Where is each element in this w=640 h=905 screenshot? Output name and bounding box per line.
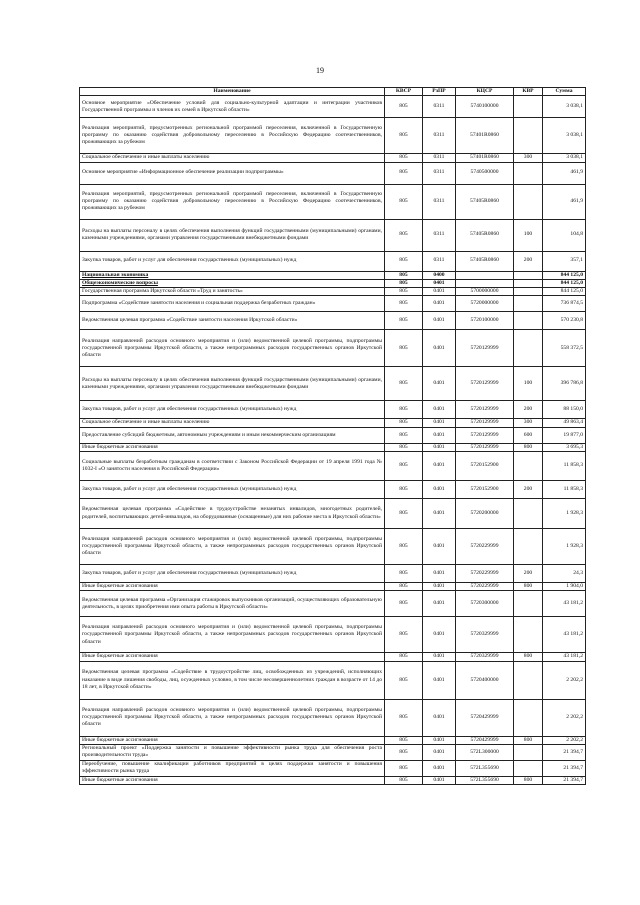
cell-kvr bbox=[514, 661, 543, 699]
cell-kvsr: 805 bbox=[385, 481, 423, 499]
cell-kcsr: 57405R0860 bbox=[456, 251, 514, 271]
cell-kcsr: 5720329999 bbox=[456, 653, 514, 661]
cell-kvsr: 805 bbox=[385, 330, 423, 367]
cell-name: Закупка товаров, работ и услуг для обеспечения государственных (муниципальных) нужд bbox=[80, 565, 385, 583]
cell-rzpr: 0311 bbox=[423, 219, 456, 251]
cell-sum: 3 038,1 bbox=[543, 96, 586, 118]
cell-kvr: 200 bbox=[514, 251, 543, 271]
page-number: 19 bbox=[316, 66, 324, 75]
table-row bbox=[80, 529, 586, 565]
cell-kcsr: 5720129999 bbox=[456, 443, 514, 451]
cell-kvsr: 805 bbox=[385, 499, 423, 529]
cell-name: Общеэкономические вопросы bbox=[80, 279, 385, 287]
header-row bbox=[80, 88, 586, 96]
cell-sum: 2 202,2 bbox=[543, 661, 586, 699]
cell-sum: 396 786,8 bbox=[543, 367, 586, 401]
cell-kvr bbox=[514, 744, 543, 760]
cell-kcsr: 5720129999 bbox=[456, 419, 514, 427]
cell-sum: 461,9 bbox=[543, 162, 586, 184]
cell-kvr: 200 bbox=[514, 565, 543, 583]
cell-rzpr: 0401 bbox=[423, 653, 456, 661]
cell-kvsr: 805 bbox=[385, 427, 423, 443]
cell-name: Реализация направлений расходов основного мероприятия и (или) ведомственной целевой программы, подпрограммы государственной программы Иркутской области, а также непрограммных расходов государственных органов Иркутской области bbox=[80, 529, 385, 565]
cell-kcsr: 5720229999 bbox=[456, 565, 514, 583]
cell-rzpr: 0311 bbox=[423, 162, 456, 184]
cell-name: Иные бюджетные ассигнования bbox=[80, 583, 385, 591]
cell-sum: 1 928,3 bbox=[543, 529, 586, 565]
table-body bbox=[80, 96, 586, 785]
table-header bbox=[80, 88, 586, 96]
cell-name: Ведомственная целевая программа «Содействие в трудоустройстве незанятых инвалидов, многодетных родителей, родителей, воспитывающих детей-инвалидов, на оборудованные (оснащенные) для них рабочие места в Иркутской области» bbox=[80, 499, 385, 529]
cell-rzpr: 0401 bbox=[423, 591, 456, 617]
cell-kvsr: 805 bbox=[385, 699, 423, 736]
cell-name: Социальное обеспечение и иные выплаты населению bbox=[80, 419, 385, 427]
cell-kcsr: 5720329999 bbox=[456, 617, 514, 653]
cell-sum: 21 394,7 bbox=[543, 776, 586, 784]
cell-kcsr: 572L300000 bbox=[456, 744, 514, 760]
cell-rzpr: 0401 bbox=[423, 452, 456, 481]
table-row bbox=[80, 330, 586, 367]
cell-kcsr: 5700000000 bbox=[456, 288, 514, 296]
cell-name: Иные бюджетные ассигнования bbox=[80, 443, 385, 451]
cell-kvr: 200 bbox=[514, 401, 543, 419]
cell-kcsr: 5720129999 bbox=[456, 401, 514, 419]
cell-kvr: 600 bbox=[514, 427, 543, 443]
cell-sum: 3 038,1 bbox=[543, 118, 586, 154]
cell-name: Иные бюджетные ассигнования bbox=[80, 736, 385, 744]
cell-kvsr: 805 bbox=[385, 162, 423, 184]
cell-kvsr: 805 bbox=[385, 760, 423, 776]
cell-rzpr: 0311 bbox=[423, 118, 456, 154]
table-row bbox=[80, 367, 586, 401]
cell-kvr bbox=[514, 312, 543, 330]
cell-kvsr: 805 bbox=[385, 184, 423, 219]
cell-kcsr: 5720429999 bbox=[456, 699, 514, 736]
table-row bbox=[80, 154, 586, 162]
table-row bbox=[80, 499, 586, 529]
cell-kvsr: 805 bbox=[385, 312, 423, 330]
table-row bbox=[80, 776, 586, 784]
cell-kvr bbox=[514, 699, 543, 736]
cell-rzpr: 0311 bbox=[423, 251, 456, 271]
cell-kcsr: 5740100000 bbox=[456, 96, 514, 118]
cell-rzpr: 0311 bbox=[423, 154, 456, 162]
budget-table bbox=[79, 87, 586, 785]
table-row bbox=[80, 251, 586, 271]
table-row bbox=[80, 653, 586, 661]
cell-sum: 461,9 bbox=[543, 184, 586, 219]
cell-kcsr: 5720229999 bbox=[456, 529, 514, 565]
cell-sum: 3 038,1 bbox=[543, 154, 586, 162]
cell-sum: 43 181,2 bbox=[543, 617, 586, 653]
cell-name: Иные бюджетные ассигнования bbox=[80, 653, 385, 661]
cell-rzpr: 0401 bbox=[423, 288, 456, 296]
cell-name: Расходы на выплаты персоналу в целях обеспечения выполнения функций государственными (муниципальными) органами, казенными учреждениями, органами управления государственными внебюджетными фондами bbox=[80, 367, 385, 401]
cell-kvsr: 805 bbox=[385, 296, 423, 312]
cell-name: Государственная программа Иркутской области «Труд и занятость» bbox=[80, 288, 385, 296]
cell-sum: 570 230,8 bbox=[543, 312, 586, 330]
cell-name: Основное мероприятие «Информационное обеспечение реализации подпрограммы» bbox=[80, 162, 385, 184]
cell-name: Национальная экономика bbox=[80, 271, 385, 279]
cell-kcsr: 5720129999 bbox=[456, 330, 514, 367]
cell-sum: 104,8 bbox=[543, 219, 586, 251]
table-row bbox=[80, 118, 586, 154]
table-row bbox=[80, 481, 586, 499]
cell-kcsr: 5720400000 bbox=[456, 661, 514, 699]
table-row bbox=[80, 419, 586, 427]
cell-kvr: 800 bbox=[514, 653, 543, 661]
table-row bbox=[80, 661, 586, 699]
cell-rzpr: 0401 bbox=[423, 419, 456, 427]
cell-rzpr: 0401 bbox=[423, 427, 456, 443]
cell-kvsr: 805 bbox=[385, 271, 423, 279]
cell-name: Реализация направлений расходов основного мероприятия и (или) ведомственной целевой программы, подпрограммы государственной программы Иркутской области, а также непрограммных расходов государственных органов Иркутской области bbox=[80, 699, 385, 736]
cell-sum: 11 858,3 bbox=[543, 452, 586, 481]
cell-kvr bbox=[514, 271, 543, 279]
table-row bbox=[80, 583, 586, 591]
cell-kcsr: 5720000000 bbox=[456, 296, 514, 312]
header-kvsr: КВСР bbox=[385, 88, 423, 96]
table-row bbox=[80, 162, 586, 184]
table-row bbox=[80, 736, 586, 744]
cell-sum: 11 858,3 bbox=[543, 481, 586, 499]
table-row bbox=[80, 744, 586, 760]
cell-rzpr: 0311 bbox=[423, 96, 456, 118]
cell-name: Иные бюджетные ассигнования bbox=[80, 776, 385, 784]
table-row bbox=[80, 617, 586, 653]
header-kvr: КВР bbox=[514, 88, 543, 96]
cell-name: Предоставление субсидий бюджетным, автономным учреждениям и иным некоммерческим организациям bbox=[80, 427, 385, 443]
cell-kvsr: 805 bbox=[385, 443, 423, 451]
cell-sum: 43 181,2 bbox=[543, 653, 586, 661]
cell-kvsr: 805 bbox=[385, 583, 423, 591]
cell-kvsr: 805 bbox=[385, 367, 423, 401]
table-row bbox=[80, 296, 586, 312]
header-kcsr: КЦСР bbox=[456, 88, 514, 96]
cell-kcsr: 57405R0860 bbox=[456, 184, 514, 219]
cell-kvr bbox=[514, 288, 543, 296]
cell-kvsr: 805 bbox=[385, 154, 423, 162]
cell-kvr: 100 bbox=[514, 219, 543, 251]
cell-sum: 1 928,3 bbox=[543, 499, 586, 529]
cell-sum: 3 695,3 bbox=[543, 443, 586, 451]
cell-name: Реализация направлений расходов основного мероприятия и (или) ведомственной целевой программы, подпрограммы государственной программы Иркутской области, а также непрограммных расходов государственных органов Иркутской области bbox=[80, 617, 385, 653]
cell-name: Реализация мероприятий, предусмотренных региональной программой переселения, включенной в Государственную программу по оказанию содействия добровольному переселению в Российскую Федерацию соотечественников, проживающих за рубежом bbox=[80, 118, 385, 154]
table-row bbox=[80, 312, 586, 330]
cell-kcsr: 57401R0860 bbox=[456, 118, 514, 154]
cell-rzpr: 0401 bbox=[423, 443, 456, 451]
cell-kvr: 800 bbox=[514, 443, 543, 451]
cell-kcsr: 5720229999 bbox=[456, 583, 514, 591]
table-row bbox=[80, 96, 586, 118]
cell-rzpr: 0401 bbox=[423, 499, 456, 529]
cell-rzpr: 0401 bbox=[423, 279, 456, 287]
cell-rzpr: 0401 bbox=[423, 296, 456, 312]
cell-sum: 43 181,2 bbox=[543, 591, 586, 617]
cell-sum: 844 125,0 bbox=[543, 288, 586, 296]
cell-kvsr: 805 bbox=[385, 219, 423, 251]
cell-kvsr: 805 bbox=[385, 118, 423, 154]
cell-kvsr: 805 bbox=[385, 617, 423, 653]
cell-sum: 1 904,0 bbox=[543, 583, 586, 591]
cell-name: Региональный проект «Поддержка занятости и повышение эффективности рынка труда для обеспечения роста производительности труда» bbox=[80, 744, 385, 760]
cell-kvr bbox=[514, 617, 543, 653]
cell-kvsr: 805 bbox=[385, 661, 423, 699]
cell-kvr bbox=[514, 760, 543, 776]
cell-name: Расходы на выплаты персоналу в целях обеспечения выполнения функций государственными (муниципальными) органами, казенными учреждениями, органами управления государственными внебюджетными фондами bbox=[80, 219, 385, 251]
cell-name: Ведомственная целевая программа «Содействие в трудоустройстве лиц, освобожденных из учреждений, исполняющих наказание в виде лишения свободы, лиц, осужденных условно, в том числе несовершеннолетних граждан в возрасте от 14 до 18 лет, в Иркутской области» bbox=[80, 661, 385, 699]
cell-sum: 357,1 bbox=[543, 251, 586, 271]
cell-name: Социальное обеспечение и иные выплаты населению bbox=[80, 154, 385, 162]
cell-rzpr: 0401 bbox=[423, 481, 456, 499]
cell-kcsr: 5720300000 bbox=[456, 591, 514, 617]
table-row bbox=[80, 760, 586, 776]
cell-kcsr: 5720152900 bbox=[456, 481, 514, 499]
cell-name: Закупка товаров, работ и услуг для обеспечения государственных (муниципальных) нужд bbox=[80, 401, 385, 419]
cell-rzpr: 0401 bbox=[423, 661, 456, 699]
header-sum: Сумма bbox=[543, 88, 586, 96]
cell-rzpr: 0401 bbox=[423, 401, 456, 419]
cell-kvsr: 805 bbox=[385, 401, 423, 419]
cell-sum: 844 125,0 bbox=[543, 279, 586, 287]
cell-rzpr: 0401 bbox=[423, 367, 456, 401]
cell-rzpr: 0401 bbox=[423, 736, 456, 744]
cell-sum: 24,3 bbox=[543, 565, 586, 583]
cell-name: Ведомственная целевая программа «Организация стажировок выпускников организаций, осуществляющих образовательную деятельность, в целях приобретения ими опыта работы в Иркутской области» bbox=[80, 591, 385, 617]
cell-kvsr: 805 bbox=[385, 591, 423, 617]
cell-rzpr: 0401 bbox=[423, 583, 456, 591]
cell-sum: 88 150,0 bbox=[543, 401, 586, 419]
cell-kvr: 100 bbox=[514, 367, 543, 401]
table-row bbox=[80, 699, 586, 736]
cell-rzpr: 0401 bbox=[423, 744, 456, 760]
table-row bbox=[80, 279, 586, 287]
cell-kvr bbox=[514, 591, 543, 617]
cell-sum: 736 874,5 bbox=[543, 296, 586, 312]
cell-kvsr: 805 bbox=[385, 565, 423, 583]
cell-kvr bbox=[514, 118, 543, 154]
table-row bbox=[80, 219, 586, 251]
cell-kcsr: 5720129999 bbox=[456, 427, 514, 443]
cell-sum: 844 125,0 bbox=[543, 271, 586, 279]
cell-kvr bbox=[514, 296, 543, 312]
table-row bbox=[80, 401, 586, 419]
table-row bbox=[80, 565, 586, 583]
cell-sum: 2 202,2 bbox=[543, 736, 586, 744]
table-row bbox=[80, 271, 586, 279]
cell-kvsr: 805 bbox=[385, 736, 423, 744]
cell-rzpr: 0401 bbox=[423, 760, 456, 776]
cell-name: Социальные выплаты безработным гражданам в соответствии с Законом Российской Федерации от 19 апреля 1991 года № 1032-I «О занятости населения в Российской Федерации» bbox=[80, 452, 385, 481]
cell-kvr: 800 bbox=[514, 583, 543, 591]
cell-rzpr: 0401 bbox=[423, 565, 456, 583]
cell-sum: 21 394,7 bbox=[543, 744, 586, 760]
cell-sum: 49 863,4 bbox=[543, 419, 586, 427]
cell-kcsr bbox=[456, 279, 514, 287]
cell-kvr: 200 bbox=[514, 481, 543, 499]
table-row bbox=[80, 443, 586, 451]
cell-name: Реализация мероприятий, предусмотренных региональной программой переселения, включенной в Государственную программу по оказанию содействия добровольному переселению в Российскую Федерацию соотечественников, проживающих за рубежом bbox=[80, 184, 385, 219]
cell-kvr bbox=[514, 529, 543, 565]
cell-kvsr: 805 bbox=[385, 452, 423, 481]
cell-name: Подпрограмма «Содействие занятости населения и социальная поддержка безработных граждан» bbox=[80, 296, 385, 312]
cell-kcsr: 5720100000 bbox=[456, 312, 514, 330]
cell-kvr bbox=[514, 184, 543, 219]
cell-sum: 19 877,0 bbox=[543, 427, 586, 443]
cell-kcsr: 5720429999 bbox=[456, 736, 514, 744]
cell-kcsr: 5740500000 bbox=[456, 162, 514, 184]
cell-kcsr: 57401R0860 bbox=[456, 154, 514, 162]
cell-sum: 2 202,2 bbox=[543, 699, 586, 736]
cell-rzpr: 0401 bbox=[423, 529, 456, 565]
cell-rzpr: 0311 bbox=[423, 184, 456, 219]
cell-kvsr: 805 bbox=[385, 96, 423, 118]
cell-kvsr: 805 bbox=[385, 776, 423, 784]
cell-kvsr: 805 bbox=[385, 251, 423, 271]
cell-name: Закупка товаров, работ и услуг для обеспечения государственных (муниципальных) нужд bbox=[80, 251, 385, 271]
cell-kcsr: 57405R0860 bbox=[456, 219, 514, 251]
cell-rzpr: 0401 bbox=[423, 312, 456, 330]
cell-kvr bbox=[514, 162, 543, 184]
cell-kcsr: 572L355690 bbox=[456, 760, 514, 776]
cell-kvsr: 805 bbox=[385, 744, 423, 760]
cell-rzpr: 0401 bbox=[423, 776, 456, 784]
table-row bbox=[80, 591, 586, 617]
cell-kvr bbox=[514, 279, 543, 287]
cell-sum: 21 394,7 bbox=[543, 760, 586, 776]
cell-rzpr: 0401 bbox=[423, 330, 456, 367]
table-row bbox=[80, 184, 586, 219]
cell-name: Основное мероприятие «Обеспечение условий для социально-культурной адаптации и интеграции участников Государственной программы и членов их семей в Иркутской области» bbox=[80, 96, 385, 118]
cell-kvr: 300 bbox=[514, 154, 543, 162]
cell-kvr: 800 bbox=[514, 736, 543, 744]
header-rzpr: РзПР bbox=[423, 88, 456, 96]
cell-name: Закупка товаров, работ и услуг для обеспечения государственных (муниципальных) нужд bbox=[80, 481, 385, 499]
cell-rzpr: 0401 bbox=[423, 617, 456, 653]
cell-kvr bbox=[514, 452, 543, 481]
header-name: Наименование bbox=[80, 88, 385, 96]
cell-kvr bbox=[514, 330, 543, 367]
cell-name: Переобучение, повышение квалификации работников предприятий в целях поддержки занятости и повышения эффективности рынка труда bbox=[80, 760, 385, 776]
cell-kvr: 800 bbox=[514, 776, 543, 784]
table-row bbox=[80, 452, 586, 481]
cell-kcsr bbox=[456, 271, 514, 279]
cell-kvsr: 805 bbox=[385, 279, 423, 287]
cell-kvsr: 805 bbox=[385, 529, 423, 565]
cell-kcsr: 5720200000 bbox=[456, 499, 514, 529]
cell-kcsr: 5720129999 bbox=[456, 367, 514, 401]
cell-name: Ведомственная целевая программа «Содействие занятости населения Иркутской области» bbox=[80, 312, 385, 330]
cell-kvsr: 805 bbox=[385, 288, 423, 296]
table-row bbox=[80, 427, 586, 443]
cell-kvr: 300 bbox=[514, 419, 543, 427]
cell-sum: 558 372,5 bbox=[543, 330, 586, 367]
cell-name: Реализация направлений расходов основного мероприятия и (или) ведомственной целевой программы, подпрограммы государственной программы Иркутской области, а также непрограммных расходов государственных органов Иркутской области bbox=[80, 330, 385, 367]
cell-rzpr: 0401 bbox=[423, 699, 456, 736]
cell-kcsr: 5720152900 bbox=[456, 452, 514, 481]
cell-kvsr: 805 bbox=[385, 653, 423, 661]
cell-kvr bbox=[514, 96, 543, 118]
cell-kcsr: 572L355690 bbox=[456, 776, 514, 784]
cell-rzpr: 0400 bbox=[423, 271, 456, 279]
cell-kvr bbox=[514, 499, 543, 529]
cell-kvsr: 805 bbox=[385, 419, 423, 427]
table-row bbox=[80, 288, 586, 296]
